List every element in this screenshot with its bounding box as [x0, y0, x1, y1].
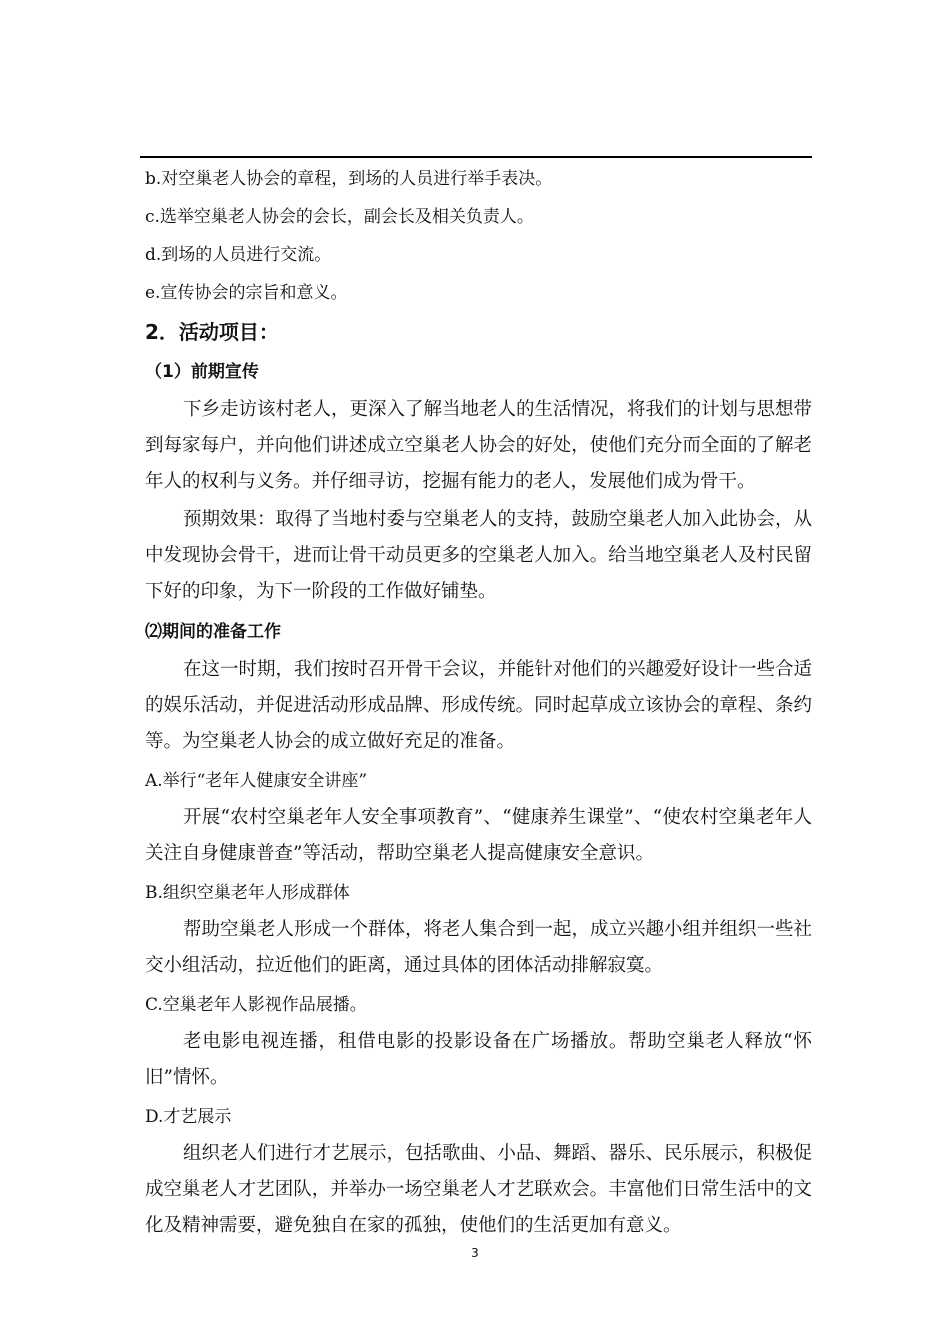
item-heading-a: A.举行“老年人健康安全讲座”: [145, 771, 368, 791]
item-heading-d: D.才艺展示: [145, 1107, 232, 1127]
paragraph-d: 组织老人们进行才艺展示，包括歌曲、小品、舞蹈、器乐、民乐展示，积极促成空巢老人才艺团队，并举办一场空巢老人才艺联欢会。丰富他们日常生活中的文化及精神需要，避免独自在家的孤独，使他们的生活更加有意义。: [145, 1143, 813, 1236]
paragraph-b: 帮助空巢老人形成一个群体，将老人集合到一起，成立兴趣小组并组织一些社交小组活动，拉近他们的距离，通过具体的团体活动排解寂寞。: [145, 919, 813, 976]
paragraph-a: 开展“农村空巢老年人安全事项教育”、“健康养生课堂”、“使农村空巢老年人关注自身健康普查”等活动，帮助空巢老人提高健康安全意识。: [145, 807, 812, 864]
list-item-e: e.宣传协会的宗旨和意义。: [145, 283, 348, 303]
list-item-d: d.到场的人员进行交流。: [145, 245, 332, 265]
item-heading-c: C.空巢老年人影视作品展播。: [145, 995, 367, 1015]
item-heading-b: B.组织空巢老年人形成群体: [145, 883, 350, 903]
subheading-preparation: ⑵期间的准备工作: [145, 622, 281, 642]
document-body: [145, 160, 812, 1246]
paragraph-c: 老电影电视连播，租借电影的投影设备在广场播放。帮助空巢老人释放“怀旧”情怀。: [145, 1031, 812, 1088]
section-heading-activities: 2．活动项目：: [145, 320, 279, 344]
list-item-b: b.对空巢老人协会的章程，到场的人员进行举手表决。: [145, 169, 553, 189]
paragraph-expected-effect: 预期效果：取得了当地村委与空巢老人的支持，鼓励空巢老人加入此协会，从中发现协会骨干，进而让骨干动员更多的空巢老人加入。给当地空巢老人及村民留下好的印象，为下一阶段的工作做好铺垫。: [145, 509, 813, 602]
header-rule: [140, 156, 812, 158]
subheading-early-promotion: （1）前期宣传: [145, 362, 259, 382]
paragraph-visit: 下乡走访该村老人，更深入了解当地老人的生活情况，将我们的计划与思想带到每家每户，并向他们讲述成立空巢老人协会的好处，使他们充分而全面的了解老年人的权利与义务。并仔细寻访，挖掘有能力的老人，发展他们成为骨干。: [145, 399, 813, 492]
paragraph-preparation: 在这一时期，我们按时召开骨干会议，并能针对他们的兴趣爱好设计一些合适的娱乐活动，并促进活动形成品牌、形成传统。同时起草成立该协会的章程、条约等。为空巢老人协会的成立做好充足的准备。: [145, 659, 813, 752]
page-number: 3: [471, 1246, 479, 1260]
list-item-c: c.选举空巢老人协会的会长，副会长及相关负责人。: [145, 207, 534, 227]
